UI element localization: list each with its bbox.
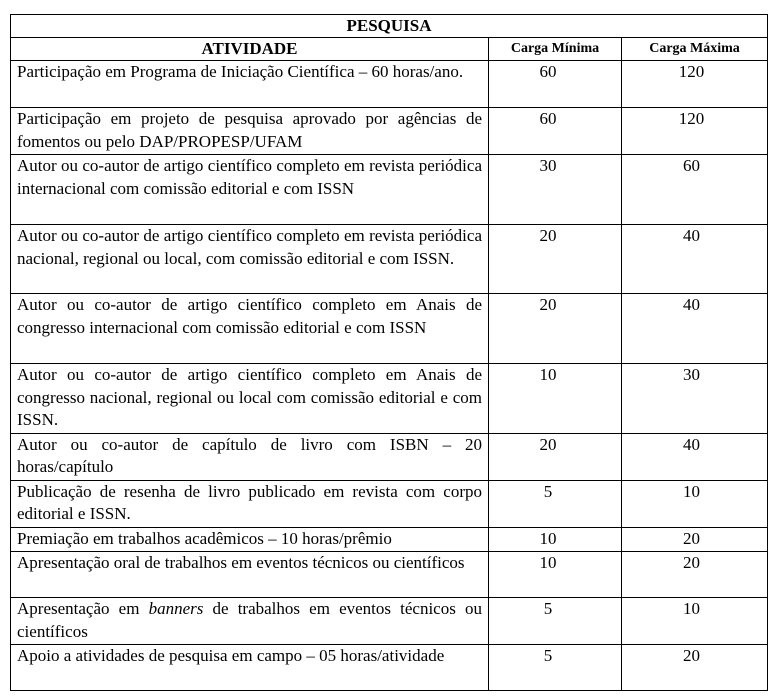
table-row: [11, 433, 768, 480]
activity-cell: Apoio a atividades de pesquisa em campo – 05 horas/atividade: [11, 645, 489, 691]
title-row: [11, 15, 768, 38]
table-row: [11, 364, 768, 434]
table-row: [11, 598, 768, 645]
table-row: [11, 155, 768, 225]
min-load-cell: 60: [489, 61, 622, 108]
header-activity: ATIVIDADE: [11, 38, 489, 61]
min-load-cell: 10: [489, 364, 622, 434]
max-load-cell: 30: [622, 364, 768, 434]
header-max-load: Carga Máxima: [622, 38, 768, 61]
activity-cell: Autor ou co-autor de capítulo de livro com ISBN – 20 horas/capítulo: [11, 433, 489, 480]
activity-text-after: de trabalhos em eventos técnicos ou científicos: [17, 599, 482, 641]
activity-text-italic: banners: [148, 599, 204, 618]
activity-cell: Publicação de resenha de livro publicado em revista com corpo editorial e ISSN.: [11, 480, 489, 527]
min-load-cell: 10: [489, 552, 622, 598]
activity-cell: Autor ou co-autor de artigo científico completo em revista periódica internacional com comissão editorial e com ISSN: [11, 155, 489, 225]
max-load-cell: 40: [622, 225, 768, 294]
activity-cell: Autor ou co-autor de artigo científico completo em revista periódica nacional, regional ou local, com comissão editorial e com ISSN.: [11, 225, 489, 294]
table-row: [11, 108, 768, 155]
max-load-cell: 10: [622, 598, 768, 645]
header-row: [11, 38, 768, 61]
header-min-load: Carga Mínima: [489, 38, 622, 61]
table-row: [11, 552, 768, 598]
max-load-cell: 120: [622, 61, 768, 108]
activity-cell: [11, 598, 489, 645]
activity-cell: Autor ou co-autor de artigo científico completo em Anais de congresso internacional com comissão editorial e com ISSN: [11, 294, 489, 364]
table-row: [11, 294, 768, 364]
table-row: [11, 480, 768, 527]
max-load-cell: 20: [622, 527, 768, 552]
min-load-cell: 10: [489, 527, 622, 552]
min-load-cell: 5: [489, 480, 622, 527]
max-load-cell: 20: [622, 645, 768, 691]
activity-text-before: Apresentação em: [17, 599, 149, 618]
table-title: PESQUISA: [11, 15, 768, 38]
table-row: [11, 61, 768, 108]
pesquisa-table: [10, 14, 768, 691]
min-load-cell: 5: [489, 598, 622, 645]
table-row: [11, 645, 768, 691]
max-load-cell: 20: [622, 552, 768, 598]
table-row: [11, 527, 768, 552]
table-row: [11, 225, 768, 294]
activity-cell: Participação em Programa de Iniciação Científica – 60 horas/ano.: [11, 61, 489, 108]
min-load-cell: 20: [489, 294, 622, 364]
max-load-cell: 40: [622, 433, 768, 480]
activity-cell: Premiação em trabalhos acadêmicos – 10 horas/prêmio: [11, 527, 489, 552]
min-load-cell: 30: [489, 155, 622, 225]
max-load-cell: 120: [622, 108, 768, 155]
max-load-cell: 40: [622, 294, 768, 364]
min-load-cell: 20: [489, 225, 622, 294]
activity-cell: Autor ou co-autor de artigo científico completo em Anais de congresso nacional, regional ou local com comissão editorial e com ISSN.: [11, 364, 489, 434]
activity-cell: Participação em projeto de pesquisa aprovado por agências de fomentos ou pelo DAP/PROPESP/UFAM: [11, 108, 489, 155]
activity-cell: Apresentação oral de trabalhos em eventos técnicos ou científicos: [11, 552, 489, 598]
max-load-cell: 10: [622, 480, 768, 527]
min-load-cell: 5: [489, 645, 622, 691]
min-load-cell: 60: [489, 108, 622, 155]
max-load-cell: 60: [622, 155, 768, 225]
min-load-cell: 20: [489, 433, 622, 480]
